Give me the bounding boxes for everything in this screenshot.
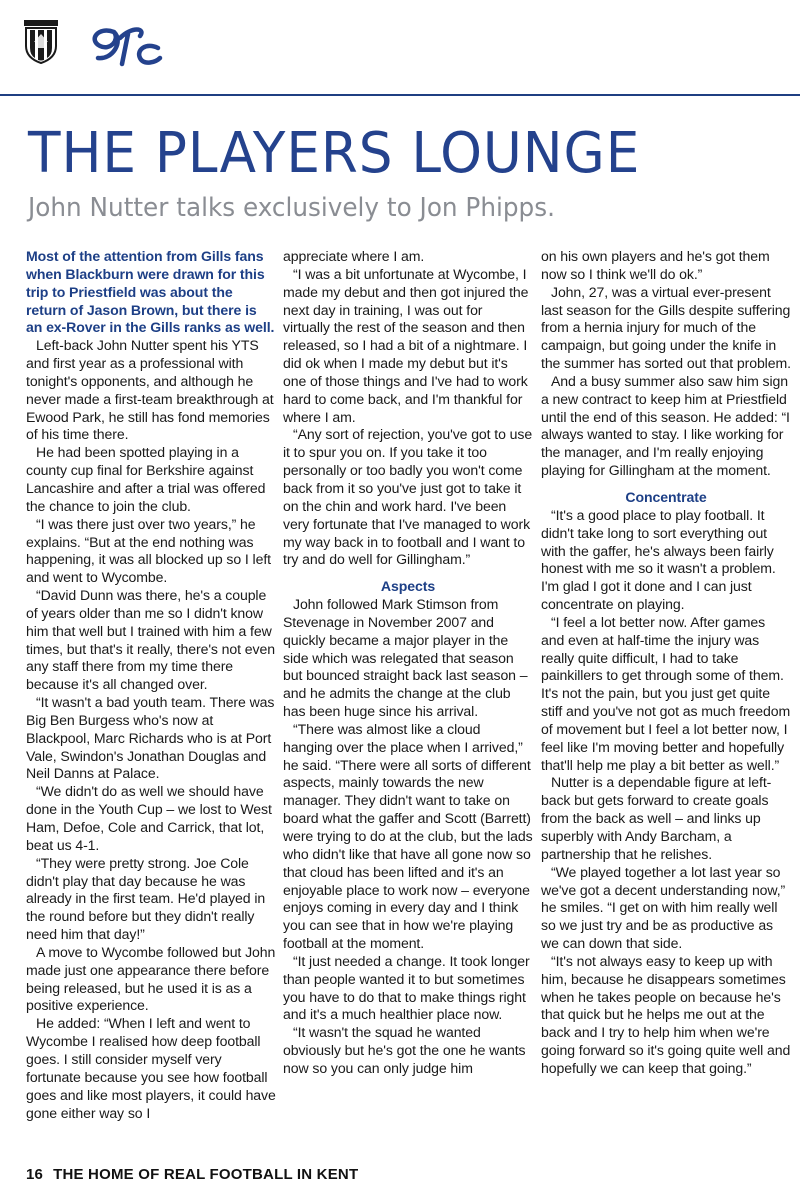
article-title: THE PLAYERS LOUNGE [28, 121, 641, 186]
article-column-2 [283, 248, 533, 1078]
header-rule [0, 94, 800, 96]
body-paragraph: “It's a good place to play football. It didn't take long to sort everything out with the gaffer, he's always been fairly honest with me so it wasn't a problem. I'm glad I got it done and I can just concentrate on playing. [541, 506, 776, 613]
page-header [0, 0, 800, 96]
body-paragraph: Nutter is a dependable figure at left-back but gets forward to create goals from the back as well – and links up superbly with Andy Barcham, a partnership that he relishes. [541, 774, 772, 862]
page-number: 16 [26, 1166, 44, 1183]
body-paragraph: “It's not always easy to keep up with him, because he disappears sometimes when he takes people on because he's that quick but he helps me out at the back and I try to help him when we're going forward so it's going quite well and hopefully we can keep that going.” [541, 952, 791, 1076]
body-paragraph: A move to Wycombe followed but John made just one appearance there before being released, but he used it is as a positive experience. [26, 943, 276, 1014]
section-heading-concentrate: Concentrate [625, 488, 707, 505]
body-paragraph: “It wasn't a bad youth team. There was Big Ben Burgess who's now at Blackpool, Marc Richards who is at Port Vale, Swindon's Jonathan Douglas and Neil Danns at Palace. [26, 694, 275, 782]
body-paragraph: “They were pretty strong. Joe Cole didn't play that day because he was already in the first team. He'd played in the round before but they didn't really need him that day!” [26, 854, 266, 943]
body-paragraph: “I was a bit unfortunate at Wycombe, I made my debut and then got injured the next day in training, I was out for virtually the rest of the season and then released, so I had a bit of a nightmare. I did ok when I made my debut but it's one of those things and I've had to work hard to come back, and I'm thankful for where I am. [283, 265, 529, 425]
footer-tagline: THE HOME OF REAL FOOTBALL IN KENT [53, 1166, 359, 1183]
article-column-1 [26, 248, 276, 1122]
body-paragraph: John, 27, was a virtual ever-present last season for the Gills despite suffering from a hernia injury for much of the campaign, but going under the knife in the summer has sorted out that problem. [541, 283, 791, 372]
club-crest-icon [24, 20, 58, 64]
body-paragraph: Left-back John Nutter spent his YTS and first year as a professional with tonight's opponents, and although he never made a first-team breakthrough at Ewood Park, he still has fond memories of his time there. [26, 337, 274, 443]
section-heading-aspects: Aspects [380, 578, 436, 595]
gfc-monogram-logo [84, 18, 166, 70]
body-paragraph: “It wasn't the squad he wanted obviously but he's got the one he wants now so you can only judge him [283, 1024, 526, 1076]
body-paragraph: appreciate where I am. [283, 248, 425, 264]
body-paragraph: “I was there just over two years,” he explains. “But at the end nothing was happening, it was all blocked up so I left and went to Wycombe. [26, 515, 271, 586]
body-paragraph: “Any sort of rejection, you've got to use it to spur you on. If you take it too personally or too badly you won't come back from it so you've just got to take it on the chin and work hard. I've been very fortunate that I've managed to work my way back in to football and I want to try and do well for Gillingham.” [283, 426, 533, 568]
body-paragraph: “It just needed a change. It took longer than people wanted it to but sometimes you have to do that to make things right and it's a much healthier place now. [283, 952, 530, 1023]
body-paragraph: “There was almost like a cloud hanging over the place when I arrived,” he said. “There were all sorts of different aspects, mainly towards the new manager. They didn't want to take on board what the gaffer and Scott (Barrett) were trying to do at the club, but the lads who didn't like that have all gone now so that cloud has been lifted and it's an enjoyable place to work now – everyone enjoys coming in every day and I think you can see that in how we're playing football at the moment. [283, 720, 533, 952]
body-paragraph: “We played together a lot last year so we've got a decent understanding now,” he smiles. “I get on with him really well so we just try and be as productive as we can down that side. [541, 863, 786, 952]
body-paragraph: on his own players and he's got them now so I think we'll do ok.” [541, 248, 770, 282]
article-column-3 [541, 248, 791, 1078]
page-footer [26, 1166, 358, 1183]
body-paragraph: “David Dunn was there, he's a couple of years older than me so I didn't know him that well but I trained with him a few times, but that's it really, there's not even any staff there from my time there because it's all changed over. [26, 587, 275, 693]
article-subtitle: John Nutter talks exclusively to Jon Phipps. [28, 193, 555, 223]
body-paragraph: And a busy summer also saw him sign a new contract to keep him at Priestfield until the end of this season. He added: “I always wanted to stay. I like working for the manager, and I'm really enjoying playing for Gillingham at the moment. [541, 372, 790, 479]
lead-paragraph: Most of the attention from Gills fans when Blackburn were drawn for this trip to Priestfield was about the return of Jason Brown, but there is an ex-Rover in the Gills ranks as well. [26, 248, 275, 336]
body-paragraph: He added: “When I left and went to Wycombe I realised how deep football goes. I still consider myself very fortunate because you see how football goes and like most players, it could have gone either way so I [26, 1015, 276, 1121]
body-paragraph: “We didn't do as well we should have done in the Youth Cup – we lost to West Ham, Defoe, Cole and Carrick, that lot, beat us 4-1. [26, 783, 272, 853]
body-paragraph: “I feel a lot better now. After games and even at half-time the injury was really quite difficult, I had to take painkillers to get through some of them. It's not the pain, but you just get quite stiff and you've not got as much freedom of movement but I feel a lot better now, I feel like I'm moving better and hopefully that'll help me play a bit better as well.” [541, 613, 791, 773]
body-paragraph: John followed Mark Stimson from Stevenage in November 2007 and quickly became a major player in the side which was relegated that season but bounced straight back last season – and he admits the change at the club has been huge since his arrival. [283, 596, 528, 720]
body-paragraph: He had been spotted playing in a county cup final for Berkshire against Lancashire and after a trial was offered the chance to join the club. [26, 444, 266, 514]
